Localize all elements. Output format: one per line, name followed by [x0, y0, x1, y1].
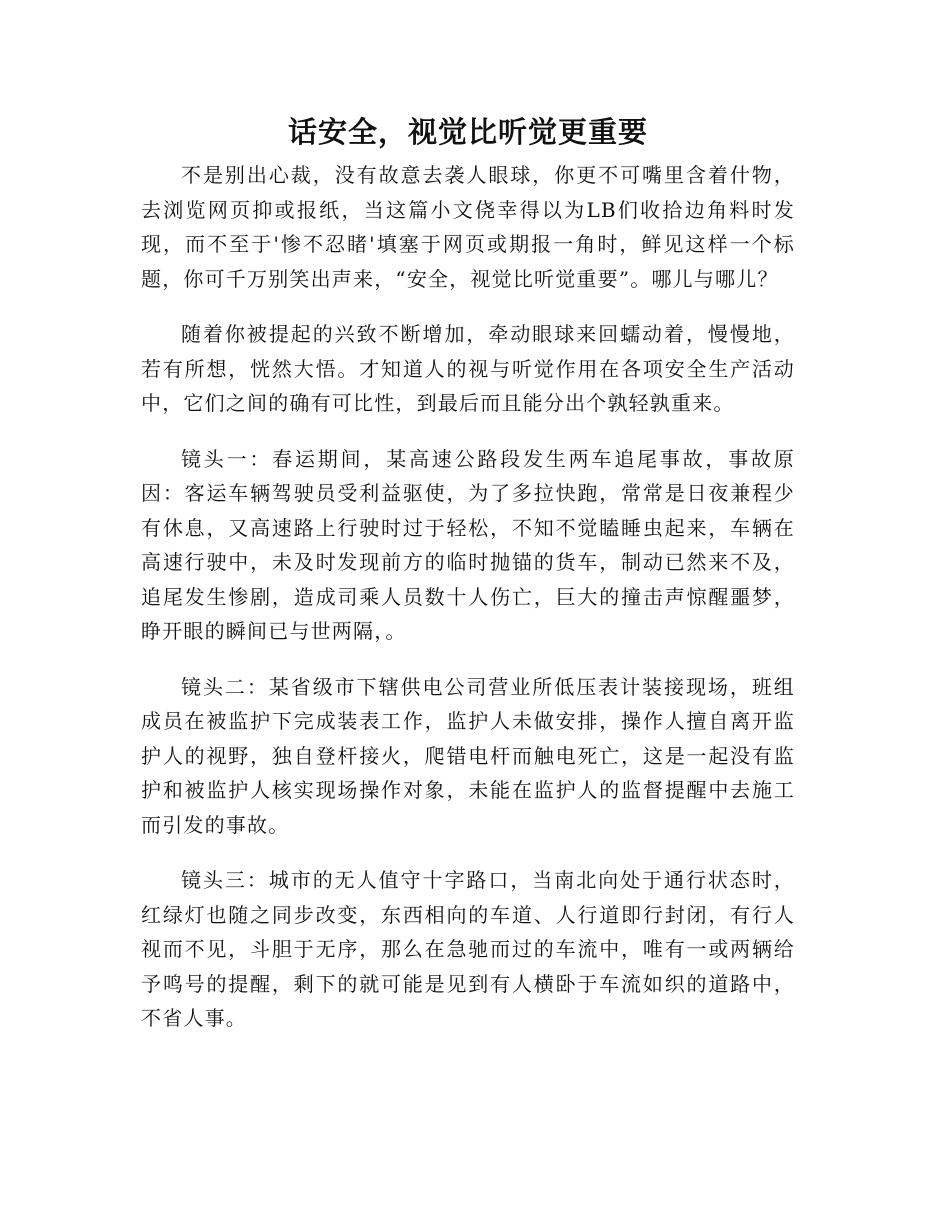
paragraph-scene-three: 镜头三：城市的无人值守十字路口，当南北向处于通行状态时，红绿灯也随之同步改变，东西相向的车道、人行道即行封闭，有行人视而不见，斗胆于无序，那么在急驰而过的车流中，唯有一或两辆给予鸣号的提醒，剩下的就可能是见到有人横卧于车流如织的道路中，不省人事。	[141, 868, 795, 1030]
document-title: 话安全，视觉比听觉更重要	[287, 115, 648, 149]
paragraph-realization: 随着你被提起的兴致不断增加，牵动眼球来回蠕动着，慢慢地，若有所想，恍然大悟。才知道人的视与听觉作用在各项安全生产活动中，它们之间的确有可比性，到最后而且能分出个孰轻孰重来。	[141, 322, 795, 415]
paragraph-scene-two: 镜头二：某省级市下辖供电公司营业所低压表计装接现场，班组成员在被监护下完成装表工作，监护人未做安排，操作人擅自离开监护人的视野，独自登杆接火，爬错电杆而触电死亡，这是一起没有监护和被监护人核实现场操作对象，未能在监护人的监督提醒中去施工而引发的事故。	[141, 674, 795, 837]
paragraph-intro: 不是别出心裁，没有故意去袭人眼球，你更不可嘴里含着什物，去浏览网页抑或报纸，当这篇小文侥幸得以为LB们收拾边角料时发现，而不至于'惨不忍睹'填塞于网页或期报一角时，鲜见这样一个标题，你可千万别笑出声来，“安全，视觉比听觉重要”。哪儿与哪儿？	[141, 163, 795, 291]
document-page	[141, 108, 795, 1057]
paragraph-scene-one: 镜头一：春运期间，某高速公路段发生两车追尾事故，事故原因：客运车辆驾驶员受利益驱使，为了多拉快跑，常常是日夜兼程少有休息，又高速路上行驶时过于轻松，不知不觉瞌睡虫起来，车辆在高速行驶中，未及时发现前方的临时抛锚的货车，制动已然来不及，追尾发生惨剧，造成司乘人员数十人伤亡，巨大的撞击声惊醒噩梦，睁开眼的瞬间已与世两隔，。	[141, 446, 795, 643]
